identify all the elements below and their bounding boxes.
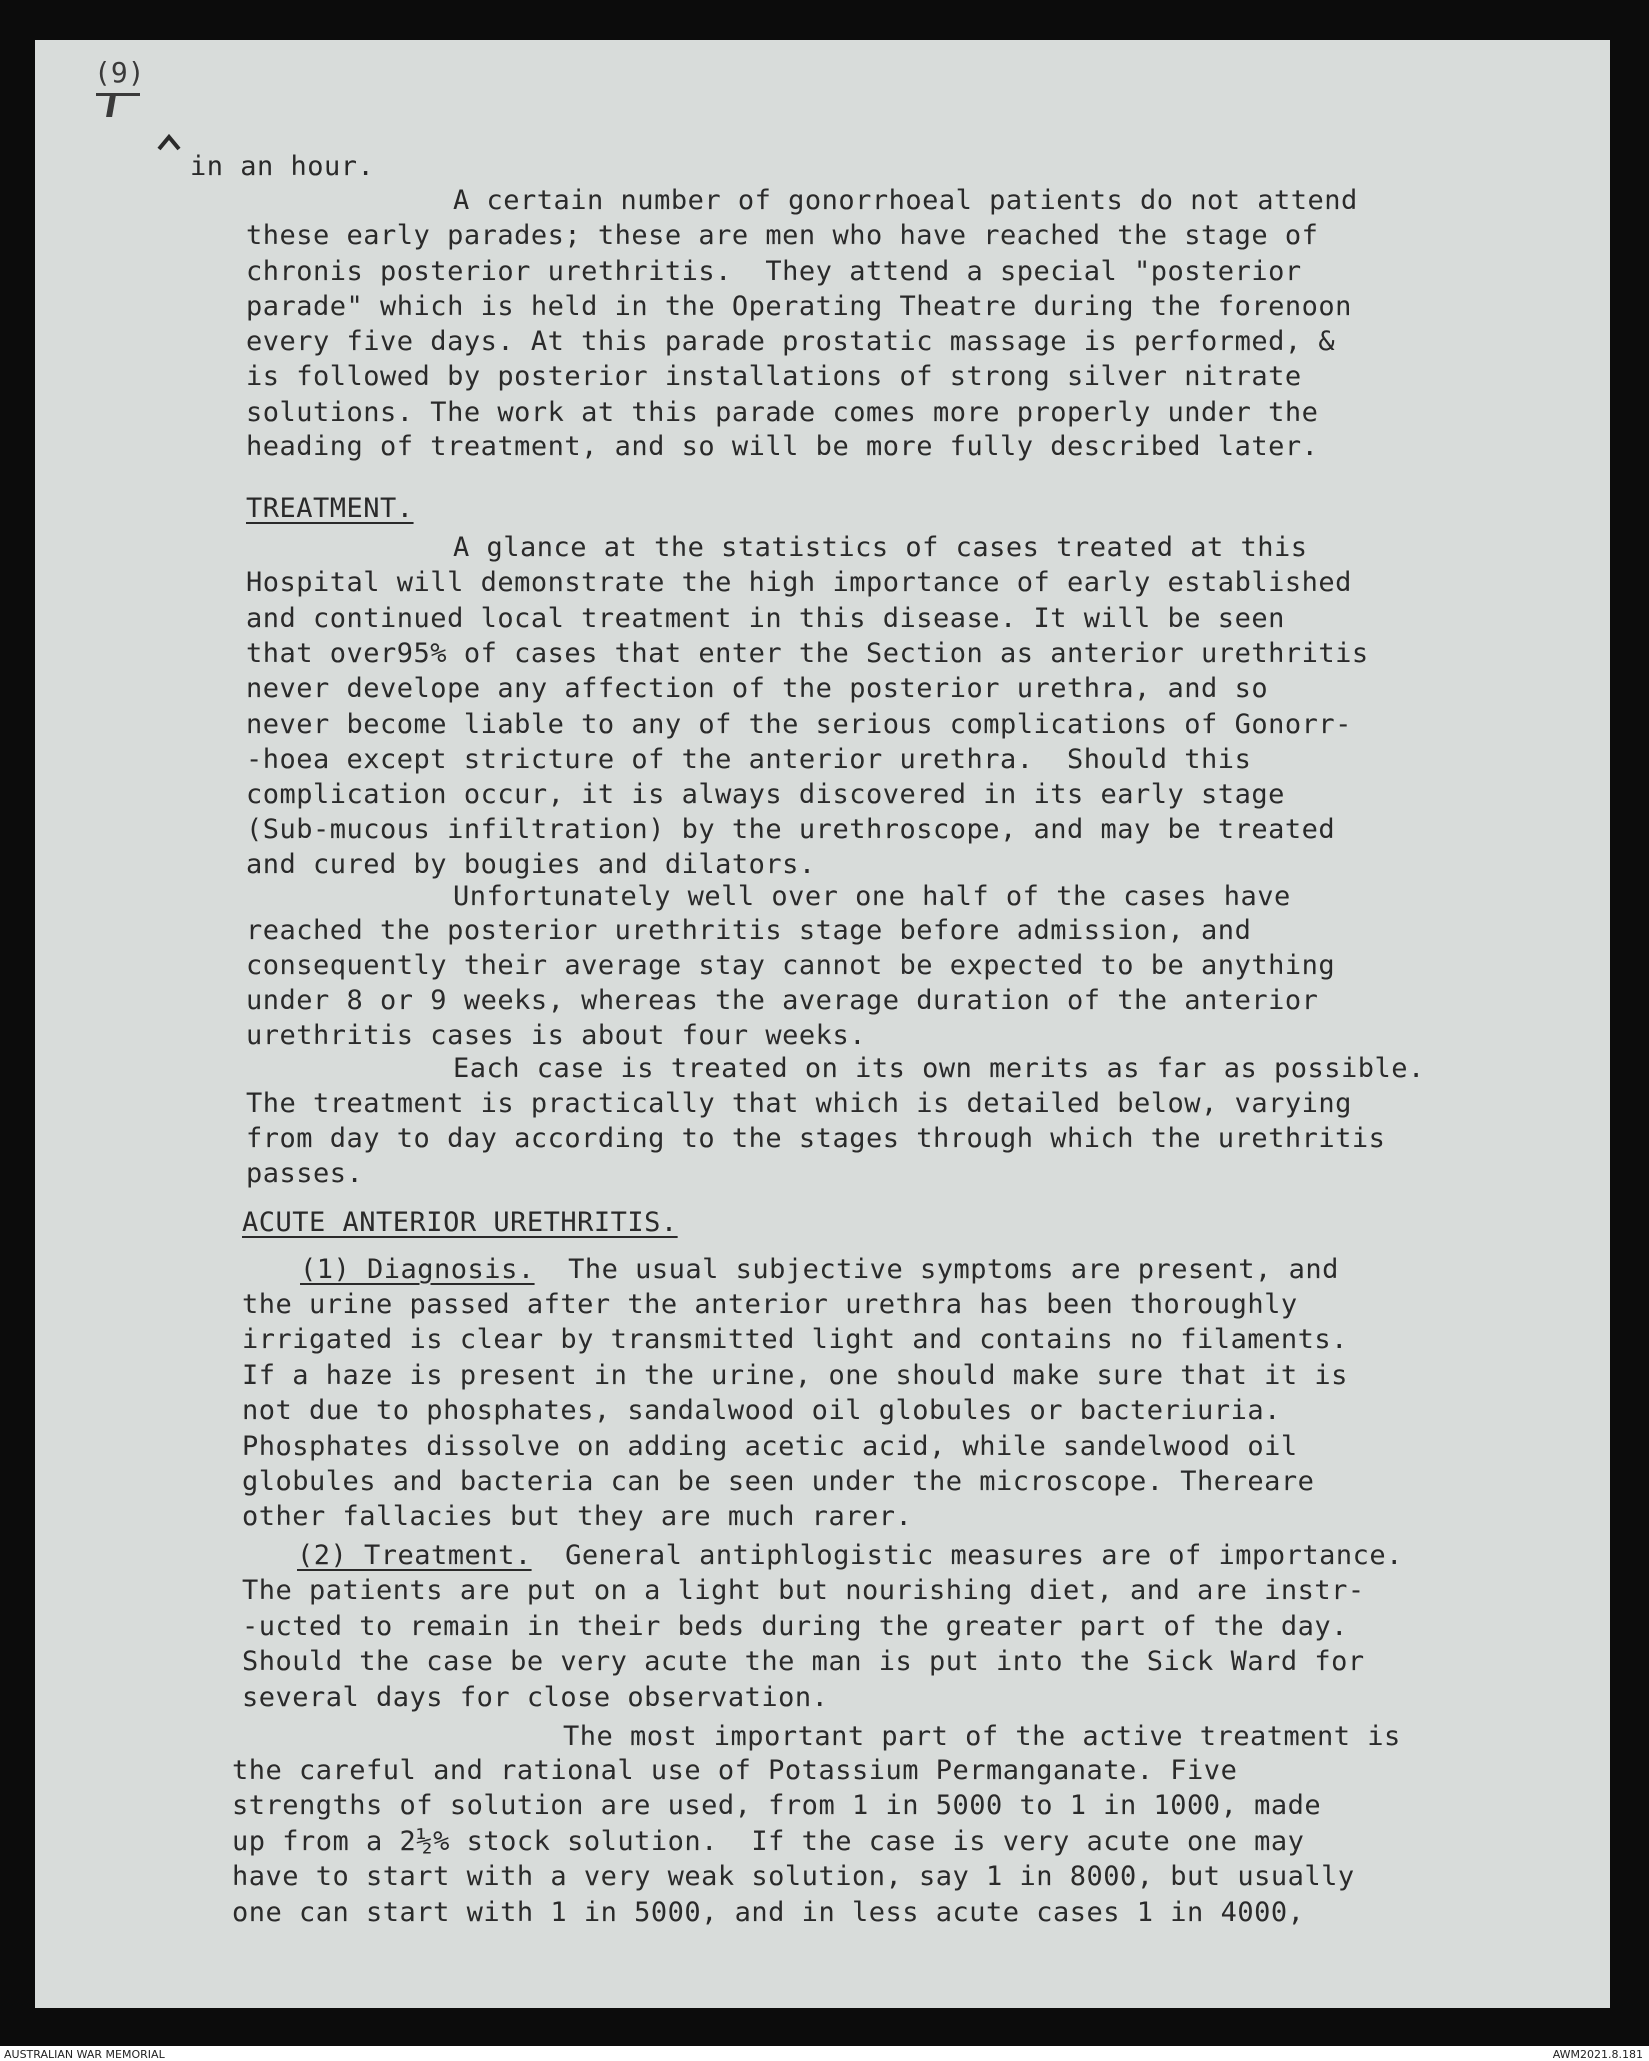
text-line: have to start with a very weak solution, say 1 in 8000, but usually	[232, 1861, 1355, 1892]
subheading-label: (2) Treatment.	[297, 1540, 532, 1571]
text-line: (2) Treatment. General antiphlogistic measures are of importance.	[297, 1540, 1403, 1571]
insertion-caret-mark	[157, 133, 181, 153]
text-line: solutions. The work at this parade comes more properly under the	[246, 397, 1319, 428]
text-line: irrigated is clear by transmitted light and contains no filaments.	[242, 1324, 1348, 1355]
text-line: one can start with 1 in 5000, and in less acute cases 1 in 4000,	[232, 1897, 1305, 1928]
text-line: not due to phosphates, sandalwood oil globules or bacteriuria.	[242, 1395, 1281, 1426]
text-line: parade" which is held in the Operating Theatre during the forenoon	[246, 291, 1352, 322]
text-line: heading of treatment, and so will be more fully described later.	[246, 431, 1319, 462]
text-line: never become liable to any of the serious complications of Gonorr-	[246, 709, 1352, 740]
page-number: (9)	[94, 56, 145, 89]
text-line: these early parades; these are men who have reached the stage of	[246, 220, 1319, 251]
text-line: Phosphates dissolve on adding acetic acid, while sandelwood oil	[242, 1431, 1298, 1462]
text-line: complication occur, it is always discovered in its early stage	[246, 779, 1285, 810]
section-heading: ACUTE ANTERIOR URETHRITIS.	[242, 1207, 678, 1238]
text-line: under 8 or 9 weeks, whereas the average duration of the anterior	[246, 985, 1319, 1016]
text-line: never develope any affection of the posterior urethra, and so	[246, 673, 1269, 704]
text-line: is followed by posterior installations of strong silver nitrate	[246, 361, 1302, 392]
text-line: globules and bacteria can be seen under the microscope. Thereare	[242, 1466, 1315, 1497]
text-line: every five days. At this parade prostatic massage is performed, &	[246, 326, 1336, 357]
text-line: -hoea except stricture of the anterior urethra. Should this	[246, 744, 1252, 775]
text-line: passes.	[246, 1158, 364, 1189]
text-line: Hospital will demonstrate the high importance of early established	[246, 567, 1352, 598]
text-line: from day to day according to the stages through which the urethritis	[246, 1123, 1386, 1154]
subheading-label: (1) Diagnosis.	[300, 1254, 535, 1285]
page-number-underline	[96, 93, 140, 96]
text-line: The most important part of the active treatment is	[563, 1721, 1401, 1752]
text-line: up from a 2½% stock solution. If the case is very acute one may	[232, 1826, 1305, 1857]
text-line: the urine passed after the anterior urethra has been thoroughly	[242, 1289, 1298, 1320]
text-line: The treatment is practically that which is detailed below, varying	[246, 1088, 1352, 1119]
text-line: Each case is treated on its own merits as far as possible.	[453, 1053, 1425, 1084]
text-line: chronis posterior urethritis. They attend a special "posterior	[246, 256, 1302, 287]
text-line: and cured by bougies and dilators.	[246, 849, 816, 880]
text-line: (1) Diagnosis. The usual subjective symptoms are present, and	[300, 1254, 1339, 1285]
text-line: -ucted to remain in their beds during the greater part of the day.	[242, 1611, 1348, 1642]
text-line: strengths of solution are used, from 1 in 5000 to 1 in 1000, made	[232, 1790, 1322, 1821]
text-line: A glance at the statistics of cases treated at this	[453, 532, 1308, 563]
text-line: Unfortunately well over one half of the cases have	[453, 881, 1291, 912]
text-line: several days for close observation.	[242, 1682, 829, 1713]
text-line: that over95% of cases that enter the Section as anterior urethritis	[246, 638, 1369, 669]
footer-source: AUSTRALIAN WAR MEMORIAL	[4, 2048, 165, 2061]
section-heading: TREATMENT.	[246, 493, 414, 524]
text-line: reached the posterior urethritis stage before admission, and	[246, 915, 1252, 946]
text-line: and continued local treatment in this disease. It will be seen	[246, 603, 1285, 634]
text-line: consequently their average stay cannot be expected to be anything	[246, 950, 1336, 981]
text-line: The patients are put on a light but nourishing diet, and are instr-	[242, 1575, 1365, 1606]
footer-reference: AWM2021.8.181	[1552, 2048, 1643, 2061]
text-line: (Sub-mucous infiltration) by the urethroscope, and may be treated	[246, 814, 1336, 845]
text-line: other fallacies but they are much rarer.	[242, 1501, 913, 1532]
text-line: A certain number of gonorrhoeal patients do not attend	[453, 185, 1358, 216]
text-line: in an hour.	[190, 151, 375, 182]
text-line: If a haze is present in the urine, one should make sure that it is	[242, 1360, 1348, 1391]
text-line: the careful and rational use of Potassium Permanganate. Five	[232, 1755, 1238, 1786]
text-line: urethritis cases is about four weeks.	[246, 1020, 866, 1051]
text-line: Should the case be very acute the man is put into the Sick Ward for	[242, 1646, 1365, 1677]
